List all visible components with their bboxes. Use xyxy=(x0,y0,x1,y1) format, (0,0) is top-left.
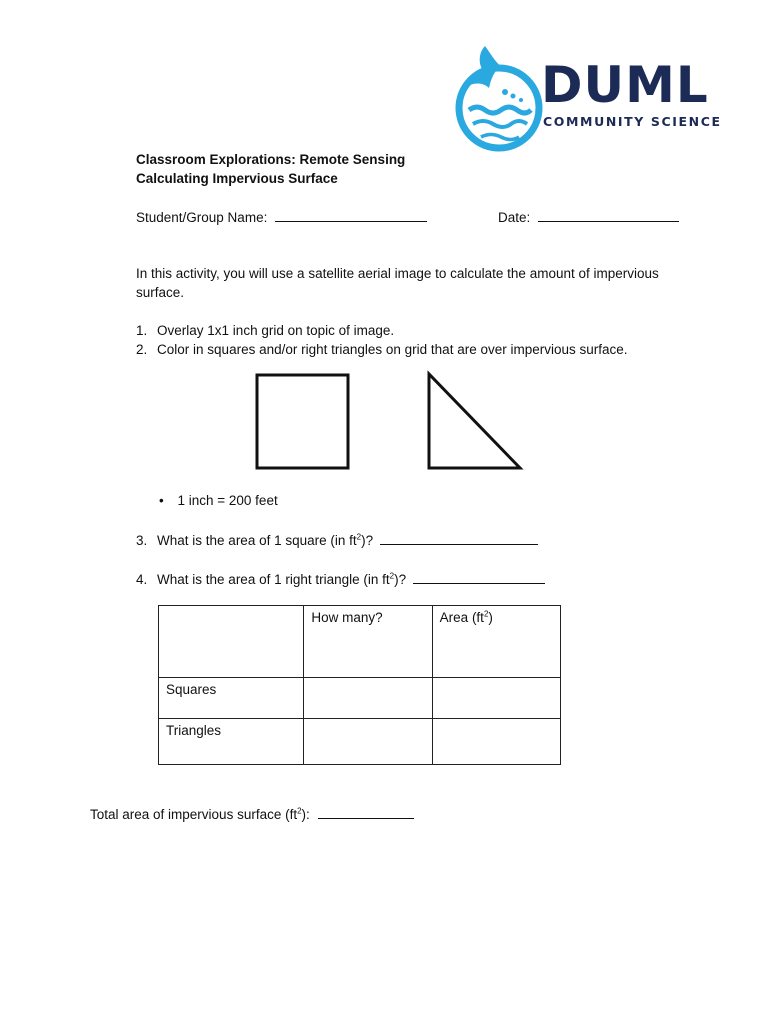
square-shape xyxy=(257,375,348,468)
date-blank[interactable] xyxy=(538,207,679,222)
squares-area-cell[interactable] xyxy=(432,678,560,719)
question-text-end: )? xyxy=(394,572,407,587)
shape-illustrations xyxy=(250,368,530,474)
step-1 xyxy=(136,322,394,340)
table-cell-empty xyxy=(159,606,304,678)
table-header-area: Area $(ft^2)$ xyxy=(432,606,560,678)
question-number: 3. xyxy=(136,533,148,548)
count-area-table xyxy=(158,605,561,765)
row-label-squares: Squares xyxy=(159,678,304,719)
title-line-1: Classroom Explorations: Remote Sensing xyxy=(136,152,406,167)
question-number: 4. xyxy=(136,572,148,587)
superscript: 2 xyxy=(389,571,395,581)
scale-note xyxy=(159,492,278,510)
bullet-icon: • xyxy=(159,493,164,508)
total-label: Total area of impervious surface (ft xyxy=(90,807,298,822)
question-4 xyxy=(136,569,545,589)
step-text: Color in squares and/or right triangles on grid that are over impervious surface. xyxy=(157,342,628,357)
title-line-2: Calculating Impervious Surface xyxy=(136,171,338,186)
squares-count-cell[interactable] xyxy=(304,678,432,719)
right-triangle-shape xyxy=(429,374,520,468)
name-blank[interactable] xyxy=(275,207,427,222)
superscript: 2 xyxy=(356,532,362,542)
logo-wordmark: DUML xyxy=(541,56,709,114)
question-3 xyxy=(136,530,538,550)
date-field-row xyxy=(498,207,679,227)
table-header-row xyxy=(159,606,561,678)
intro-line-1: In this activity, you will use a satellite aerial image to calculate the amount of impervious xyxy=(136,266,659,281)
superscript: 2 xyxy=(297,806,302,816)
answer-blank[interactable] xyxy=(413,569,545,584)
table-header-count: How many? xyxy=(304,606,432,678)
step-2 xyxy=(136,341,628,359)
triangles-area-cell[interactable] xyxy=(432,719,560,765)
row-label-triangles: Triangles xyxy=(159,719,304,765)
duml-logo-mark xyxy=(455,44,545,154)
name-field-row xyxy=(136,207,427,227)
step-number: 2. xyxy=(136,342,148,357)
question-text-end: )? xyxy=(361,533,374,548)
intro-line-2: surface. xyxy=(136,285,185,300)
triangles-count-cell[interactable] xyxy=(304,719,432,765)
scale-text: 1 inch = 200 feet xyxy=(177,493,278,508)
step-number: 1. xyxy=(136,323,148,338)
table-row xyxy=(159,678,561,719)
question-text: What is the area of 1 right triangle (in ft xyxy=(157,572,390,587)
total-area-row xyxy=(90,804,414,824)
name-label: Student/Group Name: xyxy=(136,210,268,225)
logo-tagline: COMMUNITY SCIENCE xyxy=(543,114,722,129)
total-blank[interactable] xyxy=(318,804,414,819)
step-text: Overlay 1x1 inch grid on topic of image. xyxy=(157,323,395,338)
question-text: What is the area of 1 square (in ft xyxy=(157,533,357,548)
answer-blank[interactable] xyxy=(380,530,538,545)
date-label: Date: xyxy=(498,210,531,225)
table-row xyxy=(159,719,561,765)
total-label-end: ): xyxy=(301,807,310,822)
